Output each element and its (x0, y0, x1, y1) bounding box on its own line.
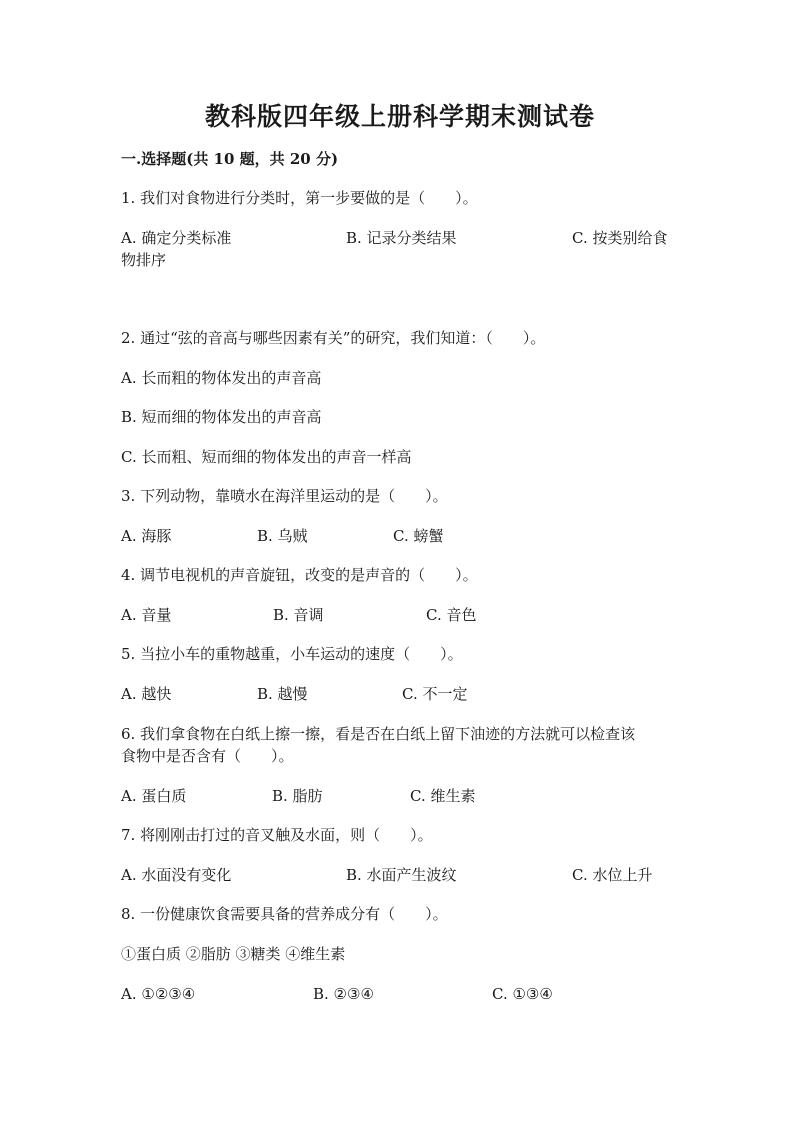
question-3-option-c: C. 螃蟹 (393, 527, 444, 545)
question-8-option-b: B. ②③④ (313, 985, 374, 1003)
question-1-option-c: C. 按类别给食 (572, 229, 668, 247)
question-3-stem: 3. 下列动物，靠喷水在海洋里运动的是（ ）。 (121, 487, 448, 505)
question-6-stem-line-2: 食物中是否含有（ ）。 (121, 747, 294, 765)
question-6-option-b: B. 脂肪 (272, 787, 323, 805)
question-3-option-b: B. 乌贼 (257, 527, 308, 545)
question-1-option-c-continued: 物排序 (121, 251, 167, 269)
question-4-option-c: C. 音色 (426, 606, 477, 624)
page-title: 教科版四年级上册科学期末测试卷 (204, 102, 595, 131)
question-4-option-a: A. 音量 (121, 606, 172, 624)
question-6-stem-line-1: 6. 我们拿食物在白纸上擦一擦，看是否在白纸上留下油迹的方法就可以检查该 (121, 725, 636, 743)
question-2-stem: 2. 通过“弦的音高与哪些因素有关”的研究，我们知道：（ ）。 (121, 329, 546, 347)
section-heading: 一.选择题(共 10 题，共 20 分) (121, 150, 339, 168)
question-2-option-a: A. 长而粗的物体发出的声音高 (121, 369, 322, 387)
question-8-option-c: C. ①③④ (492, 985, 553, 1003)
question-1-option-a: A. 确定分类标准 (121, 229, 232, 247)
question-5-option-c: C. 不一定 (402, 685, 468, 703)
question-7-option-b: B. 水面产生波纹 (346, 866, 457, 884)
question-6-option-a: A. 蛋白质 (121, 787, 187, 805)
question-2-option-c: C. 长而粗、短而细的物体发出的声音一样高 (121, 448, 412, 466)
question-6-option-c: C. 维生素 (410, 787, 476, 805)
question-8-items: ①蛋白质 ②脂肪 ③糖类 ④维生素 (121, 945, 346, 963)
question-5-option-a: A. 越快 (121, 685, 172, 703)
question-5-option-b: B. 越慢 (257, 685, 308, 703)
question-7-stem: 7. 将刚刚击打过的音叉触及水面，则（ ）。 (121, 826, 433, 844)
question-2-option-b: B. 短而细的物体发出的声音高 (121, 408, 322, 426)
question-7-option-c: C. 水位上升 (572, 866, 653, 884)
question-4-option-b: B. 音调 (273, 606, 324, 624)
question-7-option-a: A. 水面没有变化 (121, 866, 232, 884)
question-1-stem: 1. 我们对食物进行分类时，第一步要做的是（ ）。 (121, 189, 478, 207)
question-4-stem: 4. 调节电视机的声音旋钮，改变的是声音的（ ）。 (121, 566, 478, 584)
question-5-stem: 5. 当拉小车的重物越重，小车运动的速度（ ）。 (121, 645, 463, 663)
question-8-stem: 8. 一份健康饮食需要具备的营养成分有（ ）。 (121, 905, 448, 923)
question-3-option-a: A. 海豚 (121, 527, 172, 545)
question-1-option-b: B. 记录分类结果 (346, 229, 457, 247)
question-8-option-a: A. ①②③④ (121, 985, 196, 1003)
